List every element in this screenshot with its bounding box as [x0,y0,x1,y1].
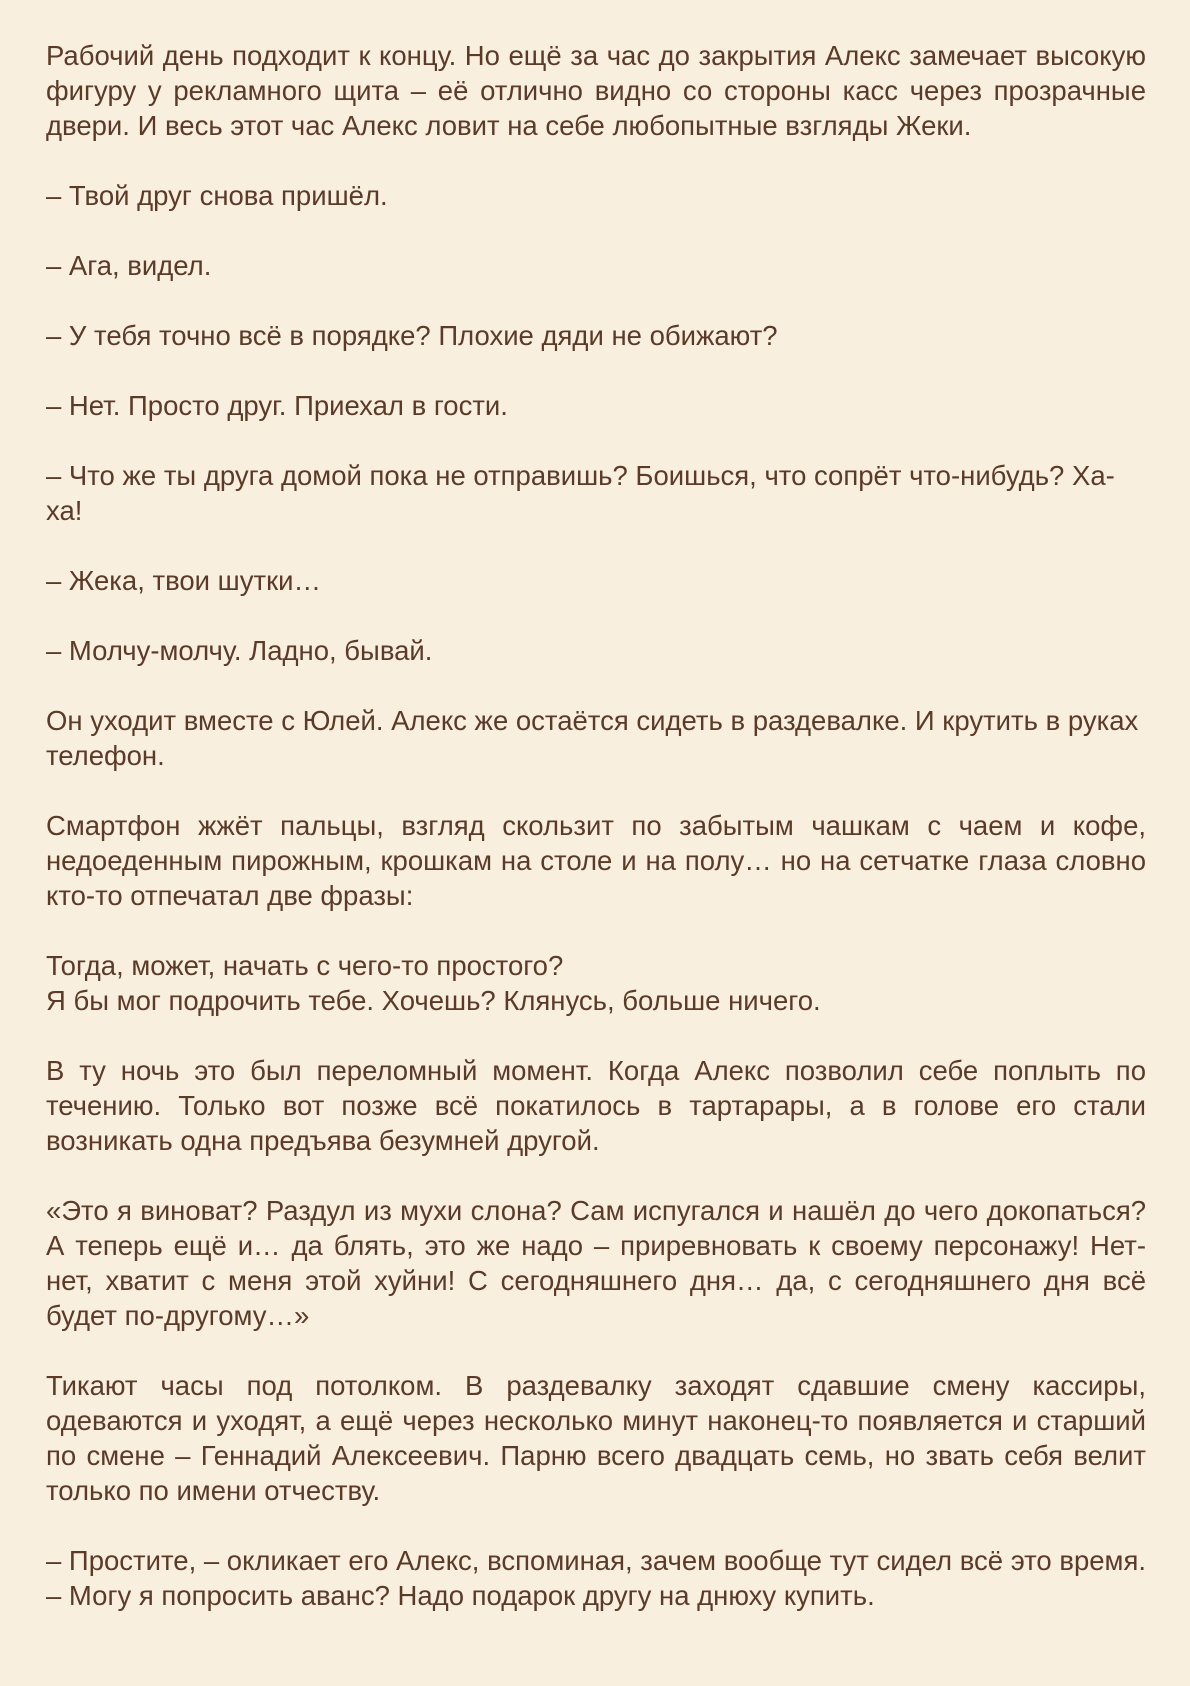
quoted-message-line: Я бы мог подрочить тебе. Хочешь? Клянусь, больше ничего. [46,985,821,1016]
quoted-message [46,948,1146,1018]
dialogue-line: – Простите, – окликает его Алекс, вспоминая, зачем вообще тут сидел всё это время. – Могу я попросить аванс? Надо подарок другу на днюху купить. [46,1545,1146,1611]
narrative-paragraph: В ту ночь это был переломный момент. Когда Алекс позволил себе поплыть по течению. Только вот позже всё покатилось в тартарары, а в голове его стали возникать одна предъява безумней другой. [46,1055,1146,1156]
dialogue-line: – Жека, твои шутки… [46,565,321,596]
dialogue-line: – Нет. Просто друг. Приехал в гости. [46,390,508,421]
quoted-message-line: Тогда, может, начать с чего-то простого? [46,950,564,981]
narrative-paragraph: Он уходит вместе с Юлей. Алекс же остаётся сидеть в раздевалке. И крутить в руках телефон. [46,705,1139,771]
dialogue-line: – Ага, видел. [46,250,212,281]
narrative-paragraph: Тикают часы под потолком. В раздевалку заходят сдавшие смену кассиры, одеваются и уходят, а ещё через несколько минут наконец-то появляется и старший по смене – Геннадий Алексеевич. Парню всего двадцать семь, но звать себя велит только по имени отчеству. [46,1370,1146,1506]
dialogue-line: – Твой друг снова пришёл. [46,180,388,211]
dialogue-line: – У тебя точно всё в порядке? Плохие дяди не обижают? [46,320,778,351]
inner-monologue-paragraph: «Это я виноват? Раздул из мухи слона? Сам испугался и нашёл до чего докопаться? А теперь ещё и… да блять, это же надо – приревновать к своему персонажу! Нет-нет, хватит с меня этой хуйни! С сегодняшнего дня… да, с сегодняшнего дня всё будет по-другому…» [46,1195,1146,1331]
narrative-paragraph: Рабочий день подходит к концу. Но ещё за час до закрытия Алекс замечает высокую фигуру у рекламного щита – её отлично видно со стороны касс через прозрачные двери. И весь этот час Алекс ловит на себе любопытные взгляды Жеки. [46,40,1146,141]
narrative-paragraph: Смартфон жжёт пальцы, взгляд скользит по забытым чашкам с чаем и кофе, недоеденным пирожным, крошкам на столе и на полу… но на сетчатке глаза словно кто-то отпечатал две фразы: [46,810,1146,911]
dialogue-line: – Молчу-молчу. Ладно, бывай. [46,635,433,666]
dialogue-line: – Что же ты друга домой пока не отправишь? Боишься, что сопрёт что-нибудь? Ха-ха! [46,460,1115,526]
